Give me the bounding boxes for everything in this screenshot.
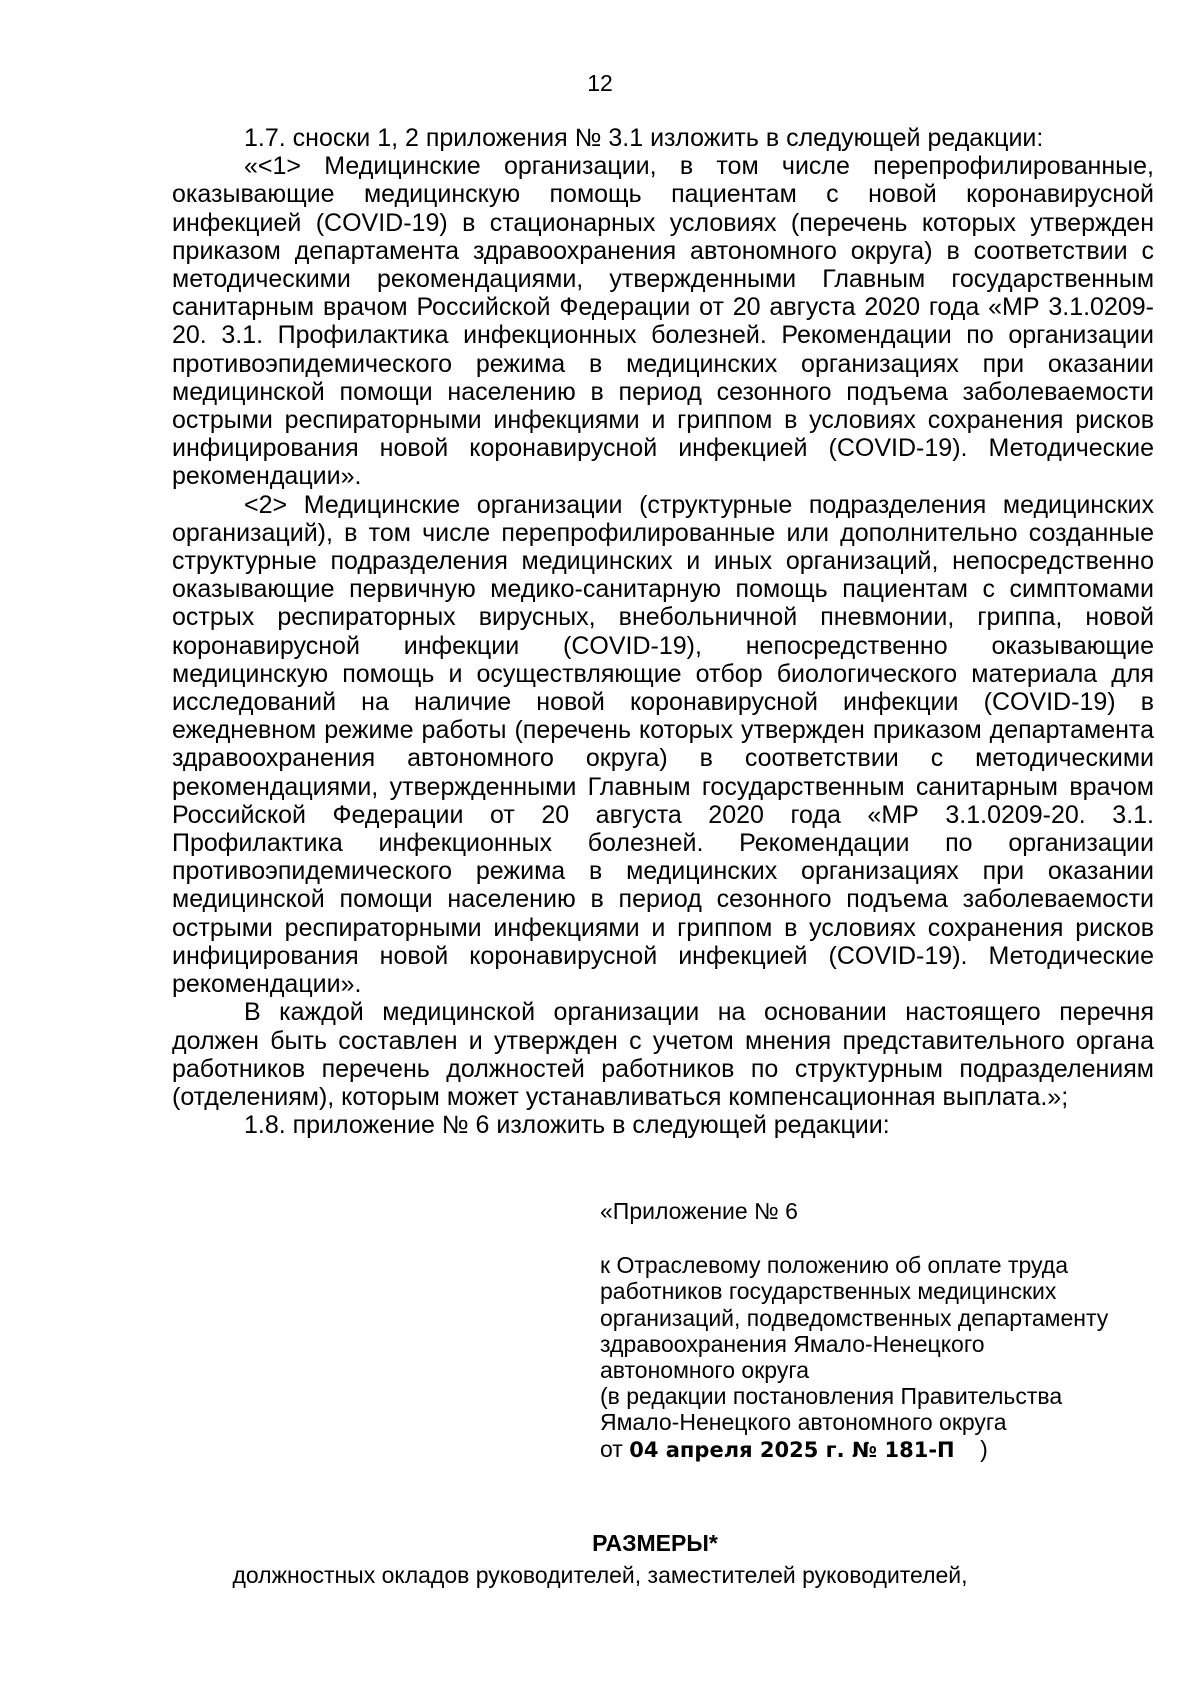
date-prefix: от xyxy=(600,1435,623,1462)
appendix-line: здравоохранения Ямало-Ненецкого xyxy=(600,1330,985,1357)
appendix-title: «Приложение № 6 xyxy=(600,1198,798,1224)
appendix-line: Ямало-Ненецкого автономного округа xyxy=(600,1409,1007,1436)
sizes-heading: РАЗМЕРЫ* xyxy=(592,1530,718,1556)
appendix-line: к Отраслевому положению об оплате труда xyxy=(600,1252,1068,1279)
paragraph-1-7: 1.7. сноски 1, 2 приложения № 3.1 изложить в следующей редакции: xyxy=(244,124,1044,152)
sizes-subheading: должностных окладов руководителей, заместителей руководителей, xyxy=(232,1562,968,1588)
appendix-line: работников государственных медицинских xyxy=(600,1278,1057,1305)
appendix-line: автономного округа xyxy=(600,1357,809,1384)
appendix-line: (в редакции постановления Правительства xyxy=(600,1383,1063,1410)
page-number: 12 xyxy=(587,70,613,96)
appendix-date-line xyxy=(600,1436,1160,1463)
footnote-1: «<1> Медицинские организации, в том числе перепрофилированные, оказывающие медицинскую помощь пациентам с новой коронавирусной инфекцией (COVID-19) в стационарных условиях (перечень которых утвержден приказом департамента здравоохранения автономного округа) в соответствии с методическими рекомендациями, утвержденными Главным государственным санитарным врачом Российской Федерации от 20 августа 2020 года «МР 3.1.0209-20. 3.1. Профилактика инфекционных болезней. Рекомендации по организации противоэпидемического режима в медицинских организациях при оказании медицинской помощи населению в период сезонного подъема заболеваемости острыми респираторными инфекциями и гриппом в условиях сохранения рисков инфицирования новой коронавирусной инфекцией (COVID-19). Методические рекомендации». xyxy=(172,152,1154,491)
paragraph-1-8: 1.8. приложение № 6 изложить в следующей редакции: xyxy=(244,1111,890,1140)
appendix-header xyxy=(600,1198,1160,1463)
appendix-line: организаций, подведомственных департаменту xyxy=(600,1304,1109,1331)
paragraph-compensation: В каждой медицинской организации на основании настоящего перечня должен быть составлен и утвержден с учетом мнения представительного органа работников перечень должностей работников по структурным подразделениям (отделениям), которым может устанавливаться компенсационная выплата.»; xyxy=(172,998,1154,1111)
body-text xyxy=(172,124,1154,1139)
resolution-date-number: 04 апреля 2025 г. № 181-П xyxy=(629,1437,955,1462)
footnote-2: <2> Медицинские организации (структурные подразделения медицинских организаций), в том числе перепрофилированные или дополнительно созданные структурные подразделения медицинских и иных организаций, непосредственно оказывающие первичную медико-санитарную помощь пациентам с симптомами острых респираторных вирусных, внебольничной пневмонии, гриппа, новой коронавирусной инфекции (COVID-19), непосредственно оказывающие медицинскую помощь и осуществляющие отбор биологического материала для исследований на наличие новой коронавирусной инфекции (COVID-19) в ежедневном режиме работы (перечень которых утвержден приказом департамента здравоохранения автономного округа) в соответствии с методическими рекомендациями, утвержденными Главным государственным санитарным врачом Российской Федерации от 20 августа 2020 года «МР 3.1.0209-20. 3.1. Профилактика инфекционных болезней. Рекомендации по организации противоэпидемического режима в медицинских организациях при оказании медицинской помощи населению в период сезонного подъема заболеваемости острыми респираторными инфекциями и гриппом в условиях сохранения рисков инфицирования новой коронавирусной инфекцией (COVID-19). Методические рекомендации». xyxy=(172,490,1154,999)
date-suffix: ) xyxy=(980,1435,988,1462)
